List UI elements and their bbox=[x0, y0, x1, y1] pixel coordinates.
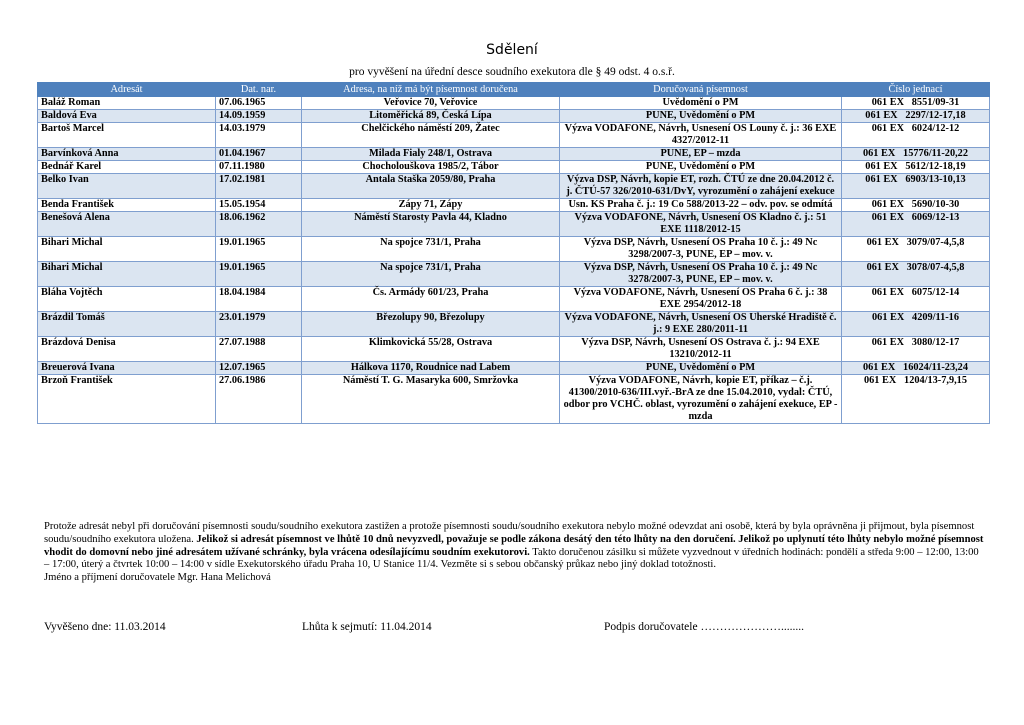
reference-number-cell: 061 EX 6903/13-10,13 bbox=[842, 174, 990, 199]
document-cell: Výzva DSP, Návrh, Usnesení OS Praha 10 č. j.: 49 Nc 3298/2007-3, PUNE, EP – mov. v. bbox=[560, 237, 842, 262]
address-cell: Milada Fialy 248/1, Ostrava bbox=[302, 148, 560, 161]
address-cell: Náměstí T. G. Masaryka 600, Smržovka bbox=[302, 375, 560, 424]
table-row bbox=[38, 287, 990, 312]
table-row bbox=[38, 262, 990, 287]
address-cell: Veřovice 70, Veřovice bbox=[302, 97, 560, 110]
recipient-name-cell: Breuerová Ivana bbox=[38, 362, 216, 375]
table-row bbox=[38, 212, 990, 237]
recipient-name-cell: Brázdil Tomáš bbox=[38, 312, 216, 337]
delivery-notice bbox=[44, 521, 984, 585]
document-cell: Výzva DSP, Návrh, Usnesení OS Praha 10 č. j.: 49 Nc 3278/2007-3, PUNE, EP – mov. v. bbox=[560, 262, 842, 287]
removal-date: Lhůta k sejmutí: 11.04.2014 bbox=[302, 621, 432, 633]
document-cell: PUNE, Uvědomění o PM bbox=[560, 110, 842, 123]
reference-number-cell: 061 EX 3080/12-17 bbox=[842, 337, 990, 362]
reference-number-cell: 061 EX 2297/12-17,18 bbox=[842, 110, 990, 123]
document-cell: Výzva VODAFONE, Návrh, Usnesení OS Praha 6 č. j.: 38 EXE 2954/2012-18 bbox=[560, 287, 842, 312]
header-recipient: Adresát bbox=[38, 83, 216, 97]
document-cell: Uvědomění o PM bbox=[560, 97, 842, 110]
address-cell: Chelčického náměstí 209, Žatec bbox=[302, 123, 560, 148]
table-row bbox=[38, 337, 990, 362]
reference-number-cell: 061 EX 16024/11-23,24 bbox=[842, 362, 990, 375]
address-cell: Antala Staška 2059/80, Praha bbox=[302, 174, 560, 199]
table-row bbox=[38, 312, 990, 337]
birth-date-cell: 15.05.1954 bbox=[216, 199, 302, 212]
reference-number-cell: 061 EX 3078/07-4,5,8 bbox=[842, 262, 990, 287]
birth-date-cell: 14.03.1979 bbox=[216, 123, 302, 148]
table-row bbox=[38, 362, 990, 375]
page-subtitle: pro vyvěšení na úřední desce soudního exekutora dle § 49 odst. 4 o.s.ř. bbox=[349, 66, 675, 78]
recipient-name-cell: Bednář Karel bbox=[38, 161, 216, 174]
document-cell: PUNE, Uvědomění o PM bbox=[560, 161, 842, 174]
table-row bbox=[38, 97, 990, 110]
recipient-name-cell: Baláž Roman bbox=[38, 97, 216, 110]
birth-date-cell: 27.06.1986 bbox=[216, 375, 302, 424]
courier-signature: Podpis doručovatele …………………........ bbox=[604, 621, 804, 633]
reference-number-cell: 061 EX 1204/13-7,9,15 bbox=[842, 375, 990, 424]
header-birth-date: Dat. nar. bbox=[216, 83, 302, 97]
address-cell: Zápy 71, Zápy bbox=[302, 199, 560, 212]
document-cell: PUNE, Uvědomění o PM bbox=[560, 362, 842, 375]
header-reference: Číslo jednací bbox=[842, 83, 990, 97]
document-cell: Usn. KS Praha č. j.: 19 Co 588/2013-22 – odv. pov. se odmítá bbox=[560, 199, 842, 212]
document-cell: Výzva DSP, Návrh, Usnesení OS Ostrava č. j.: 94 EXE 13210/2012-11 bbox=[560, 337, 842, 362]
recipient-name-cell: Bihari Michal bbox=[38, 262, 216, 287]
reference-number-cell: 061 EX 5612/12-18,19 bbox=[842, 161, 990, 174]
reference-number-cell: 061 EX 6075/12-14 bbox=[842, 287, 990, 312]
address-cell: Na spojce 731/1, Praha bbox=[302, 237, 560, 262]
recipient-name-cell: Brázdová Denisa bbox=[38, 337, 216, 362]
table-row bbox=[38, 237, 990, 262]
birth-date-cell: 19.01.1965 bbox=[216, 237, 302, 262]
address-cell: Náměstí Starosty Pavla 44, Kladno bbox=[302, 212, 560, 237]
document-cell: Výzva VODAFONE, Návrh, Usnesení OS Uherské Hradiště č. j.: 9 EXE 280/2011-11 bbox=[560, 312, 842, 337]
address-cell: Na spojce 731/1, Praha bbox=[302, 262, 560, 287]
recipient-name-cell: Benešová Alena bbox=[38, 212, 216, 237]
birth-date-cell: 19.01.1965 bbox=[216, 262, 302, 287]
recipient-name-cell: Benda František bbox=[38, 199, 216, 212]
reference-number-cell: 061 EX 8551/09-31 bbox=[842, 97, 990, 110]
recipient-name-cell: Belko Ivan bbox=[38, 174, 216, 199]
birth-date-cell: 12.07.1965 bbox=[216, 362, 302, 375]
birth-date-cell: 07.11.1980 bbox=[216, 161, 302, 174]
reference-number-cell: 061 EX 5690/10-30 bbox=[842, 199, 990, 212]
recipient-name-cell: Bartoš Marcel bbox=[38, 123, 216, 148]
recipients-table bbox=[37, 82, 990, 424]
birth-date-cell: 14.09.1959 bbox=[216, 110, 302, 123]
address-cell: Litoměřická 89, Česká Lípa bbox=[302, 110, 560, 123]
header-address: Adresa, na níž má být písemnost doručena bbox=[302, 83, 560, 97]
birth-date-cell: 18.06.1962 bbox=[216, 212, 302, 237]
recipient-name-cell: Bihari Michal bbox=[38, 237, 216, 262]
birth-date-cell: 07.06.1965 bbox=[216, 97, 302, 110]
posted-date: Vyvěšeno dne: 11.03.2014 bbox=[44, 621, 166, 633]
page-title: Sdělení bbox=[486, 42, 538, 58]
notice-text-bold: Jelikož si adresát písemnost ve lhůtě 10 dnů nevyzvedl, považuje se podle zákona desátý den této lhůty na den doručení. Jelikož po uplynutí této lhůty nebylo možné písemnost vhodit do domovní nebo jiné adresátem užívané schránky, byla vrácena odesílajícímu soudním exekutorovi. bbox=[44, 533, 984, 558]
courier-name: Jméno a příjmení doručovatele Mgr. Hana Melichová bbox=[44, 572, 271, 584]
recipient-name-cell: Brzoň František bbox=[38, 375, 216, 424]
notice-text-1: Protože adresát nebyl při doručování písemnosti soudu/soudního exekutora zastižen a protože písemnosti soudu/soudního exekutora nebylo možné odevzdat ani osobě, která by byla oprávněna ji přijmout, byla písemnost soudu/soudního exekutora uložena. bbox=[44, 521, 975, 545]
recipient-name-cell: Baldová Eva bbox=[38, 110, 216, 123]
birth-date-cell: 27.07.1988 bbox=[216, 337, 302, 362]
address-cell: Klimkovická 55/28, Ostrava bbox=[302, 337, 560, 362]
address-cell: Hálkova 1170, Roudnice nad Labem bbox=[302, 362, 560, 375]
recipient-name-cell: Barvínková Anna bbox=[38, 148, 216, 161]
table-row bbox=[38, 110, 990, 123]
notice-text-2: Takto doručenou zásilku si můžete vyzvednout v úředních hodinách: pondělí a středa 9:00 – 12:00, 13:00 – 17:00, úterý a čtvrtek 10:00 – 14:00 v sídle Exekutorského úřadu Praha 10, U Stanice 11/4. Vezměte si s sebou občanský průkaz nebo jiný doklad totožnosti. bbox=[44, 546, 979, 571]
reference-number-cell: 061 EX 3079/07-4,5,8 bbox=[842, 237, 990, 262]
birth-date-cell: 17.02.1981 bbox=[216, 174, 302, 199]
address-cell: Chocholouškova 1985/2, Tábor bbox=[302, 161, 560, 174]
table-row bbox=[38, 161, 990, 174]
recipient-name-cell: Bláha Vojtěch bbox=[38, 287, 216, 312]
reference-number-cell: 061 EX 15776/11-20,22 bbox=[842, 148, 990, 161]
reference-number-cell: 061 EX 4209/11-16 bbox=[842, 312, 990, 337]
reference-number-cell: 061 EX 6024/12-12 bbox=[842, 123, 990, 148]
table-row bbox=[38, 174, 990, 199]
table-row bbox=[38, 148, 990, 161]
document-cell: Výzva VODAFONE, Návrh, kopie ET, příkaz – č.j. 41300/2010-636/III.vyř.-BrA ze dne 15.04.2010, vydal: ČTÚ, odbor pro VCHČ. oblast, vyrozumění o zahájení exekuce, EP - mzda bbox=[560, 375, 842, 424]
document-cell: Výzva VODAFONE, Návrh, Usnesení OS Kladno č. j.: 51 EXE 1118/2012-15 bbox=[560, 212, 842, 237]
birth-date-cell: 23.01.1979 bbox=[216, 312, 302, 337]
address-cell: Čs. Armády 601/23, Praha bbox=[302, 287, 560, 312]
document-cell: PUNE, EP – mzda bbox=[560, 148, 842, 161]
address-cell: Březolupy 90, Březolupy bbox=[302, 312, 560, 337]
document-cell: Výzva DSP, Návrh, kopie ET, rozh. ČTÚ ze dne 20.04.2012 č. j. ČTÚ-57 326/2010-631/DvY, vyrozumění o zahájení exekuce bbox=[560, 174, 842, 199]
table-row bbox=[38, 123, 990, 148]
header-document: Doručovaná písemnost bbox=[560, 83, 842, 97]
birth-date-cell: 18.04.1984 bbox=[216, 287, 302, 312]
table-header-row bbox=[38, 83, 990, 97]
table-row bbox=[38, 375, 990, 424]
reference-number-cell: 061 EX 6069/12-13 bbox=[842, 212, 990, 237]
table-row bbox=[38, 199, 990, 212]
document-cell: Výzva VODAFONE, Návrh, Usnesení OS Louny č. j.: 36 EXE 4327/2012-11 bbox=[560, 123, 842, 148]
birth-date-cell: 01.04.1967 bbox=[216, 148, 302, 161]
